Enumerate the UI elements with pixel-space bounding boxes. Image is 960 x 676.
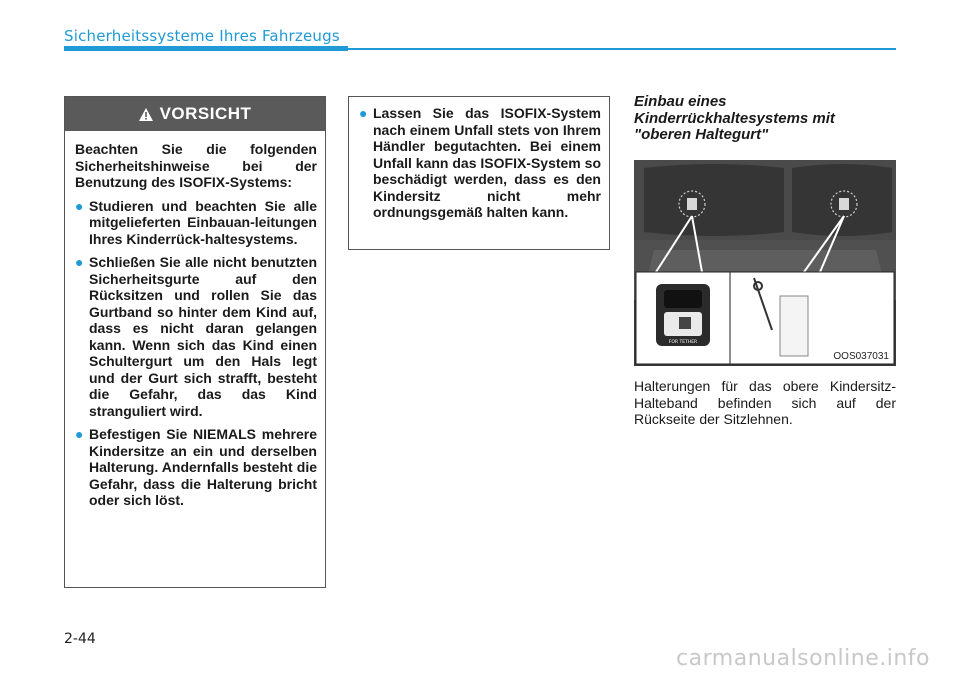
bullet-dot-icon: ● (359, 105, 368, 121)
figure-code: OOS037031 (830, 351, 892, 363)
list-item (75, 426, 317, 509)
figure-label: FOR TETHER (668, 340, 698, 345)
bullet-dot-icon: ● (75, 254, 84, 270)
section-title: Sicherheitssysteme Ihres Fahrzeugs (64, 27, 340, 45)
bullet-text: Schließen Sie alle nicht benutzten Sicherheitsgurte auf den Rücksitzen und rollen Sie das Gurtband so hinter dem Kind auf, dass es nicht daran gelangen kann. Wenn sich das Kind einen Schultergurt um den Hals legt und der Gurt sich strafft, besteht die Gefahr, das das Kind stranguliert wird. (89, 254, 317, 419)
bullet-text: Befestigen Sie NIEMALS mehrere Kindersitze an ein und derselben Halterung. Andernfalls besteht die Gefahr, dass die Halterung bricht oder sich löst. (89, 426, 317, 508)
trunk-illustration (634, 160, 896, 366)
caution-box (64, 96, 326, 588)
section-heading: Einbau eines Kinderrückhaltesystems mit "oberen Haltegurt" (634, 93, 835, 143)
caution-intro: Beachten Sie die folgenden Sicherheitshinweise bei der Benutzung des ISOFIX-Systems: (75, 141, 317, 190)
list-item (75, 198, 317, 248)
list-item (359, 105, 601, 221)
bullet-dot-icon: ● (75, 426, 84, 442)
tether-anchor-figure (634, 160, 896, 366)
caution-continued-box (348, 96, 610, 250)
list-item (75, 254, 317, 419)
header-divider-accent (64, 46, 348, 51)
bullet-text: Studieren und beachten Sie alle mitgelieferten Einbauan-leitungen Ihres Kinderrück-haltesystems. (89, 197, 317, 247)
caution-title: VORSICHT (159, 104, 252, 123)
caution-header (65, 97, 325, 131)
bullet-dot-icon: ● (75, 197, 84, 214)
body-text: Halterungen für das obere Kindersitz-Halteband befinden sich auf der Rückseite der Sitzlehnen. (634, 378, 896, 427)
warning-triangle-icon (139, 108, 153, 121)
watermark: carmanualsonline.info (676, 646, 930, 671)
page-number: 2-44 (64, 631, 96, 647)
bullet-text: Lassen Sie das ISOFIX-System nach einem Unfall stets von Ihrem Händler begutachten. Bei einem Unfall kann das ISOFIX-System so beschädigt werden, dass es den Kindersitz nicht mehr ordnungsgemäß halten kann. (373, 105, 601, 220)
